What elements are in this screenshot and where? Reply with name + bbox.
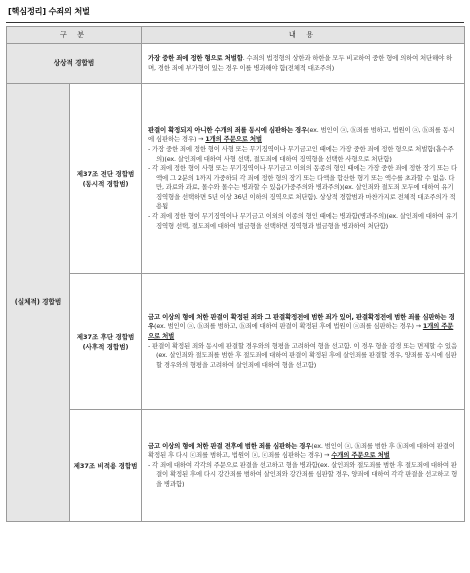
content-ideal-concurrence: [142, 44, 465, 84]
art37-first-lead-normal: (ex. 범인이 ⓐ, ⓑ죄를 범하고, 법원이 ⓐ, ⓑ죄를 동시에 심판하는 경우) →: [148, 125, 455, 144]
art37-latter-lead-bold: 금고 이상의 형에 처한 판결이 확정된 죄와 그 판결확정전에 범한 죄가 있어, 판결확정전에 범한 죄를 심판하는 경우: [148, 312, 455, 331]
row-art37-latter: [7, 274, 465, 410]
art37-latter-lead-emph: 1개의 주문으로 처벌: [148, 322, 454, 340]
content-art37-latter: [142, 274, 465, 410]
art37-first-lead-bold: 판결이 확정되지 아니한 수개의 죄를 동시에 심판하는 경우: [148, 125, 308, 134]
art37-nonapplicable-lead-bold: 금고 이상의 형에 처한 판결 전후에 범한 죄를 심판하는 경우: [148, 441, 312, 450]
art37-nonapplicable-lead-emph: 수개의 주문으로 처벌: [331, 451, 390, 460]
sub-art37-first: 제37조 전단 경합범 (동시적 경합범): [70, 84, 142, 274]
art37-latter-lead: [148, 313, 459, 342]
table-header-row: [7, 27, 465, 44]
art37-latter-bullet-1: - 판결이 확정된 죄와 동시에 판결할 경우와의 형평을 고려하여 형을 선고함. 이 경우 형을 감경 또는 면제할 수 있음(ex. 살인죄와 절도죄를 범한 후 절도죄에 대하여 판결이 확정된 후에 살인죄를 판결할 경우, 양죄를 동시에 심판할 경우와의 형평을 고려하여 살인죄에 대하여 형을 선고함): [148, 341, 457, 369]
art37-nonapplicable-lead-normal: (ex. 범인이 ⓐ, ⓑ죄를 범한 후 ⓑ죄에 대하여 판결이 확정된 후 다시 ⓒ죄를 범하고, 법원이 ⓐ, ⓒ죄를 심판하는 경우) →: [148, 441, 455, 460]
ideal-bold-text: 가장 중한 죄에 정한 형으로 처벌함: [148, 53, 243, 62]
art37-first-bullet-2: - 각 죄에 정한 형이 사형 또는 무기징역이나 무기금고 이외의 동종의 형인 때에는 가장 중한 죄에 정한 장기 또는 다액에 그 2분의 1까지 가중하되 각 죄에 정한 형의 장기 또는 다액을 합산한 형기 또는 액수를 초과할 수 없음. 다만, 과료와 과료, 몰수와 몰수는 병과할 수 있음(가중주의와 병과주의)(ex. 살인죄와 절도죄 모두에 대하여 유기징역형을 선택하면 5년 이상 36년 이하의 징역으로 처단함). 상상적 경합범과 마찬가지로 전체적 대조주의가 적용됨: [148, 164, 457, 211]
title-divider: [6, 22, 464, 23]
art37-nonapplicable-lead: [148, 442, 459, 461]
art37-first-bullet-3: - 각 죄에 정한 형이 무기징역이나 무기금고 이외의 이종의 형인 때에는 병과함(병과주의)(ex. 살인죄에 대하여 유기징역형 선택, 절도죄에 대하여 벌금형을 선택하면 징역형과 벌금형을 병과하여 처단함): [148, 212, 458, 230]
art37-nonapplicable-bullet-1: - 각 죄에 대하여 각각의 주문으로 판결을 선고하고 형을 병과함(ex. 살인죄와 절도죄를 범한 후 절도죄에 대하여 판결이 확정된 후에 다시 강간죄를 범하여 살인죄와 강간죄를 심판할 경우, 양죄에 대하여 각각 판결을 선고하고 형을 병과함): [148, 460, 458, 488]
art37-first-lead: [148, 126, 459, 145]
ideal-normal-text: . 수죄의 법정형의 상한과 하한을 모두 비교하여 중한 형에 의하여 처단해야 하며, 경한 죄에 부가형이 있는 경우 이를 병과해야 함(전체적 대조주의): [148, 53, 453, 72]
header-category: 구 분: [7, 27, 142, 44]
art37-latter-lead-normal: (ex. 범인이 ⓐ, ⓑ죄를 범하고, ⓑ죄에 대하여 판결이 확정된 후에 법원이 ⓐ죄를 심판하는 경우) →: [154, 322, 421, 331]
sub-art37-nonapplicable: 제37조 비적용 경합범: [70, 410, 142, 522]
page-title: [핵심정리] 수죄의 처벌: [8, 6, 90, 16]
art37-first-bullet-1: - 가장 중한 죄에 정한 형이 사형 또는 무기징역이나 무기금고인 때에는 가장 중한 죄에 정한 형으로 처벌함(흡수주의)(ex. 살인죄에 대하여 사형 선택, 절도죄에 대하여 징역형을 선택한 사형으로 처단함): [148, 144, 454, 163]
punishment-table: [6, 26, 465, 522]
content-art37-nonapplicable: [142, 410, 465, 522]
row-ideal-concurrence: [7, 44, 465, 84]
row-art37-first: [7, 84, 465, 274]
header-content: 내 용: [142, 27, 465, 44]
category-ideal-concurrence: 상상적 경합범: [7, 44, 142, 84]
content-art37-first: [142, 84, 465, 274]
row-art37-nonapplicable: [7, 410, 465, 522]
category-real-concurrence: (실체적) 경합범: [7, 84, 70, 522]
sub-art37-latter: 제37조 후단 경합범 (사후적 경합범): [70, 274, 142, 410]
art37-first-lead-emph: 1개의 주문으로 처벌: [205, 135, 262, 144]
